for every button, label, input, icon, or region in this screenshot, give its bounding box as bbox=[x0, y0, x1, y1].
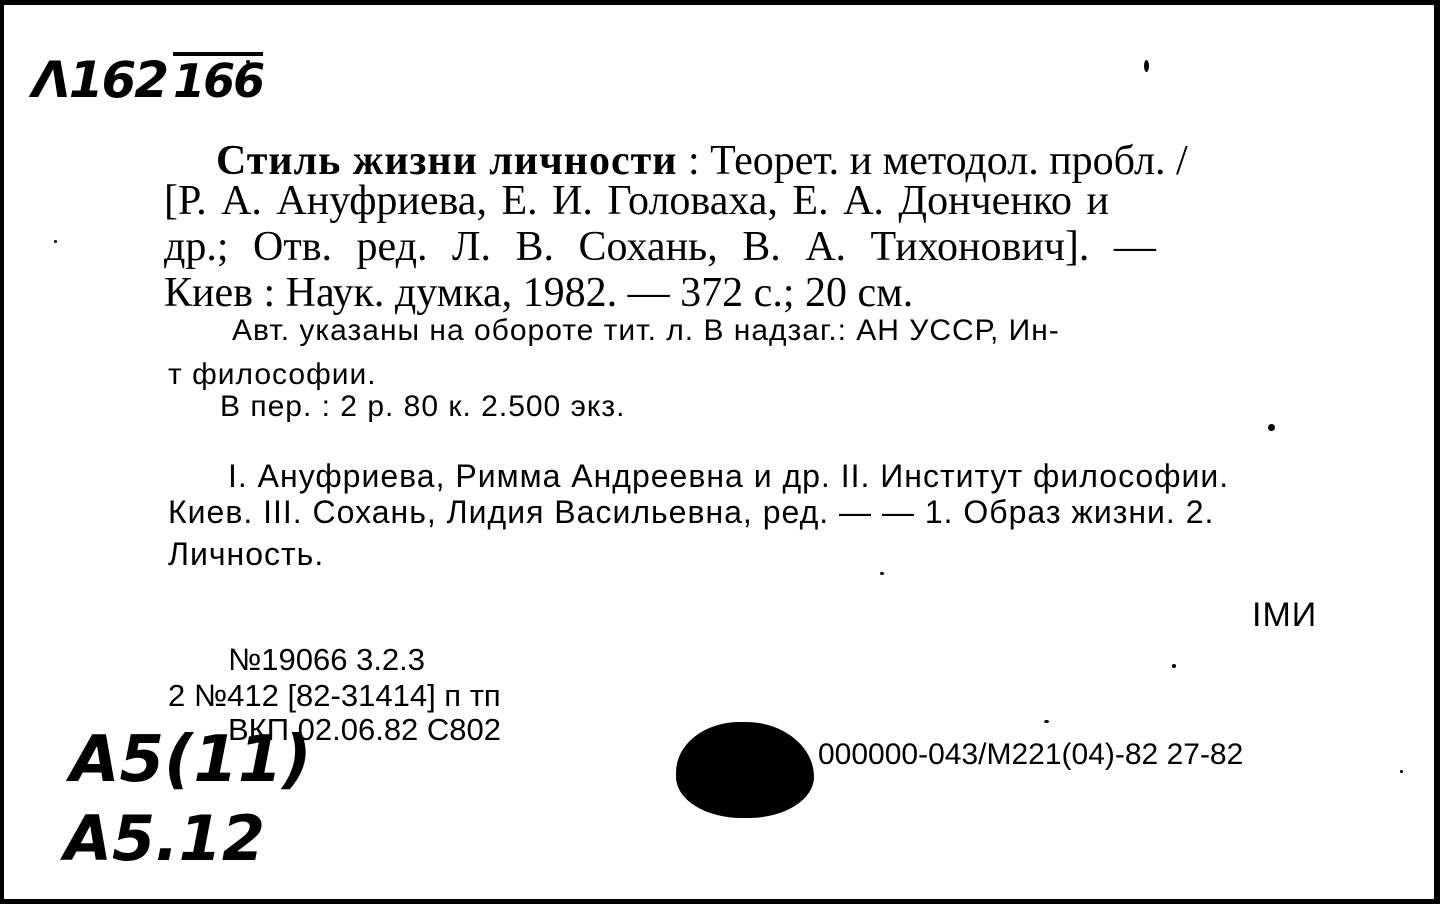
authors-line: [Р. А. Ануфриева, Е. И. Головаха, Е. А. Донченко и bbox=[164, 178, 1110, 224]
scan-speck bbox=[1172, 664, 1176, 668]
shelf-mark-main: Λ162 bbox=[32, 51, 168, 109]
scan-speck bbox=[54, 240, 57, 243]
scan-speck bbox=[1144, 60, 1149, 72]
note-institute: т философии. bbox=[168, 358, 377, 391]
title-subtitle: : Теорет. и методол. пробл. / bbox=[677, 138, 1188, 184]
handwritten-note-1: А5(11) bbox=[70, 723, 312, 797]
vkp-line: ВКП 02.06.82 С802 bbox=[228, 712, 502, 747]
tracing-line-1: I. Ануфриева, Римма Андреевна и др. II. Институт философии. bbox=[228, 458, 1230, 494]
imprint-line: Киев : Наук. думка, 1982. — 372 с.; 20 см. bbox=[164, 270, 914, 316]
card-code: IМИ bbox=[1252, 596, 1318, 634]
scan-speck bbox=[1400, 770, 1403, 773]
scan-border-top bbox=[0, 0, 1440, 5]
book-title: Стиль жизни личности bbox=[216, 138, 678, 184]
ink-blot bbox=[676, 722, 814, 818]
handwritten-note-2: А5.12 bbox=[64, 802, 265, 875]
handwritten-shelf-mark bbox=[32, 51, 264, 109]
scan-speck bbox=[880, 572, 884, 575]
order-number: 2 №412 [82-31414] п тп bbox=[168, 678, 501, 713]
registration-number: №19066 3.2.3 bbox=[228, 642, 426, 677]
shelf-mark-sub: 166 bbox=[173, 54, 264, 108]
classification-code: 000000-043/М221(04)-82 27-82 bbox=[818, 738, 1244, 771]
editors-line: др.; Отв. ред. Л. В. Сохань, В. А. Тихонович]. — bbox=[164, 224, 1156, 270]
scan-speck bbox=[1044, 720, 1049, 723]
tracing-line-3: Личность. bbox=[168, 536, 325, 572]
tracing-line-2: Киев. III. Сохань, Лидия Васильевна, ред. — — 1. Образ жизни. 2. bbox=[168, 494, 1215, 530]
scan-border-left bbox=[0, 0, 4, 904]
price-line: В пер. : 2 р. 80 к. 2.500 экз. bbox=[220, 390, 626, 423]
title-line bbox=[216, 140, 1188, 182]
scan-border-right bbox=[1434, 0, 1440, 904]
scan-speck bbox=[1268, 424, 1275, 431]
scan-border-bottom bbox=[0, 899, 1440, 904]
note-authors: Авт. указаны на обороте тит. л. В надзаг.: АН УССР, Ин- bbox=[232, 314, 1060, 347]
